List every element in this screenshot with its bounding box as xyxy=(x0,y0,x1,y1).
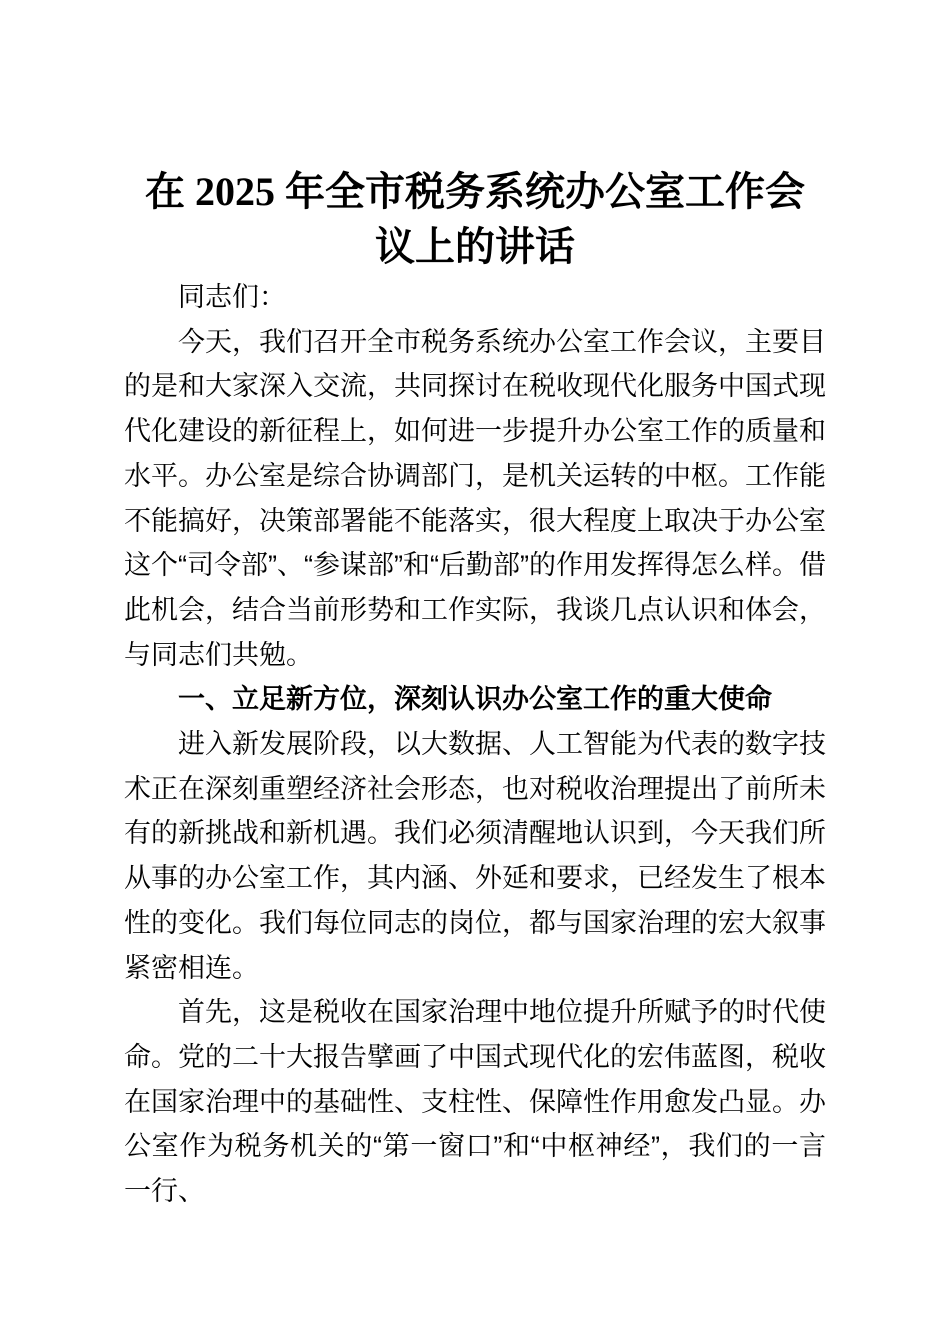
paragraph-salutation: 同志们： xyxy=(178,282,286,312)
document-title-line-2: 议上的讲话 xyxy=(375,224,575,269)
document-title-line-1: 在 2025 年全市税务系统办公室工作会 xyxy=(145,169,805,214)
section-heading-1: 一、立足新方位，深刻认识办公室工作的重大使命 xyxy=(178,684,772,715)
paragraph-section-1-first-point: 首先，这是税收在国家治理中地位提升所赋予的时代使命。党的二十大报告擘画了中国式现代化的宏伟蓝图，税收在国家治理中的基础性、支柱性、保障性作用愈发凸显。办公室作为税务机关的“第一窗口”和“中枢神经”，我们的一言一行、 xyxy=(124,997,826,1207)
paragraph-section-1-intro: 进入新发展阶段，以大数据、人工智能为代表的数字技术正在深刻重塑经济社会形态，也对税收治理提出了前所未有的新挑战和新机遇。我们必须清醒地认识到，今天我们所从事的办公室工作，其内涵、外延和要求，已经发生了根本性的变化。我们每位同志的岗位，都与国家治理的宏大叙事紧密相连。 xyxy=(124,729,826,983)
paragraph-opening: 今天，我们召开全市税务系统办公室工作会议，主要目的是和大家深入交流，共同探讨在税收现代化服务中国式现代化建设的新征程上，如何进一步提升办公室工作的质量和水平。办公室是综合协调部门，是机关运转的中枢。工作能不能搞好，决策部署能不能落实，很大程度上取决于办公室这个“司令部”、“参谋部”和“后勤部”的作用发挥得怎么样。借此机会，结合当前形势和工作实际，我谈几点认识和体会，与同志们共勉。 xyxy=(124,326,826,670)
document-title xyxy=(124,164,826,274)
document-body xyxy=(124,275,826,1214)
